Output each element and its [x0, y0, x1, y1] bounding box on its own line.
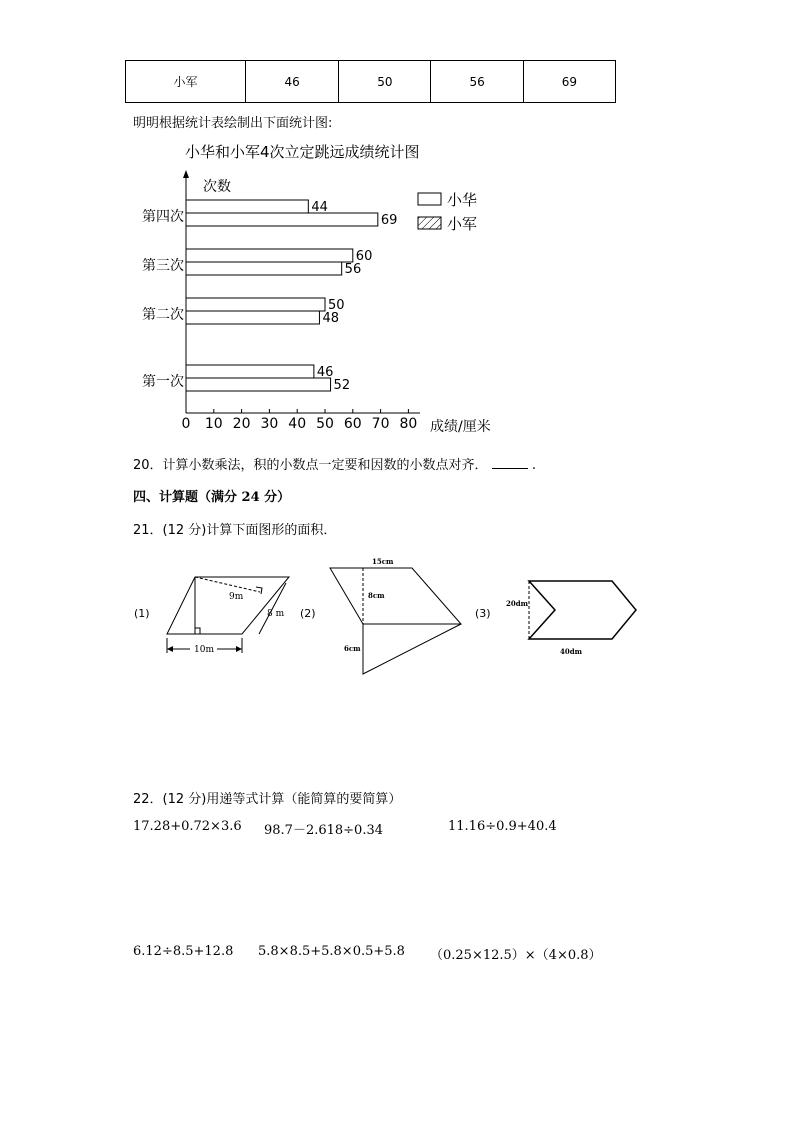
x-tick-label: 70 — [371, 416, 390, 432]
bar — [186, 311, 319, 324]
category-label: 第一次 — [142, 374, 184, 390]
y-axis-arrow — [183, 170, 189, 178]
data-label: 69 — [380, 213, 398, 228]
figure-parallelogram — [134, 577, 289, 655]
x-tick-label: 50 — [316, 416, 334, 432]
figure-arrow-shape — [475, 581, 636, 656]
x-tick-label: 30 — [260, 416, 279, 432]
section-heading: 四、计算题（满分 24 分） — [133, 490, 291, 505]
legend-label: 小华 — [447, 191, 478, 209]
data-label: 46 — [316, 365, 334, 380]
data-label: 48 — [322, 311, 339, 326]
bar — [186, 298, 325, 311]
figure-3-label: (3) — [475, 607, 491, 620]
x-tick-label: 60 — [343, 416, 362, 432]
height-label: 8cm — [368, 591, 385, 600]
question-21: 21．(12 分)计算下面图形的面积． — [133, 523, 337, 538]
data-label: 52 — [333, 378, 351, 393]
figure-2-label: (2) — [300, 607, 316, 620]
side-label: 8 m — [267, 609, 285, 619]
table-cell: 50 — [339, 61, 431, 103]
bar — [186, 249, 353, 262]
bar — [186, 378, 331, 391]
bar — [186, 213, 378, 226]
data-label: 60 — [355, 249, 373, 264]
right-angle-mark — [195, 628, 200, 634]
data-label: 50 — [328, 298, 345, 313]
data-label: 44 — [311, 200, 328, 215]
bar — [186, 262, 342, 275]
legend-swatch — [418, 193, 441, 205]
width-label: 40dm — [560, 647, 583, 656]
height-label: 9m — [229, 592, 244, 602]
base-label: 10m — [194, 645, 214, 655]
category-label: 第三次 — [142, 258, 184, 274]
arrow-head — [236, 646, 242, 652]
x-tick-label: 80 — [399, 416, 418, 432]
legend-label: 小军 — [447, 215, 478, 233]
triangle — [363, 624, 461, 674]
table-cell: 56 — [431, 61, 523, 103]
expression-6: （0.25×12.5）×（4×0.8） — [430, 948, 602, 963]
x-tick-label: 40 — [288, 416, 307, 432]
figures — [0, 550, 794, 680]
expression-3: 11.16÷0.9+40.4 — [448, 819, 557, 834]
bar — [186, 365, 314, 378]
intro-text: 明明根据统计表绘制出下面统计图: — [133, 116, 333, 131]
table-cell: 69 — [523, 61, 615, 103]
legend-swatch — [418, 217, 441, 229]
arrow-polygon — [529, 581, 636, 639]
bar — [186, 200, 308, 213]
question-20 — [133, 454, 536, 473]
category-label: 第二次 — [142, 307, 184, 323]
arrow-head — [167, 646, 173, 652]
expression-1: 17.28+0.72×3.6 — [133, 819, 242, 834]
x-tick-label: 0 — [181, 416, 191, 432]
table-cell: 46 — [245, 61, 338, 103]
period: . — [531, 458, 536, 473]
question-20-text: 20．计算小数乘法，积的小数点一定要和因数的小数点对齐． — [133, 458, 488, 473]
parallelogram — [167, 577, 289, 634]
top-label: 15cm — [372, 557, 394, 566]
answer-blank — [492, 458, 528, 469]
height-line-dashed — [195, 577, 260, 592]
expression-2: 98.7－2.618÷0.34 — [264, 823, 383, 838]
category-label: 第四次 — [142, 209, 184, 225]
lower-label: 6cm — [344, 644, 361, 653]
x-axis-label: 成绩/厘米 — [430, 419, 491, 435]
height-label: 20dm — [506, 599, 529, 608]
bar-chart — [0, 0, 794, 440]
right-angle-mark — [256, 587, 262, 594]
x-tick-label: 10 — [204, 416, 223, 432]
expression-4: 6.12÷8.5+12.8 — [133, 944, 234, 959]
figure-1-label: (1) — [134, 607, 150, 620]
question-22: 22．(12 分)用递等式计算（能简算的要简算） — [133, 792, 402, 807]
x-tick-label: 20 — [232, 416, 251, 432]
y-axis-label: 次数 — [203, 179, 231, 195]
figure-composite — [300, 557, 461, 674]
parallelogram — [330, 568, 461, 624]
data-label: 56 — [344, 262, 362, 277]
expression-5: 5.8×8.5+5.8×0.5+5.8 — [258, 944, 405, 959]
chart-title: 小华和小军4次立定跳远成绩统计图 — [185, 143, 420, 161]
table-cell-name: 小军 — [126, 61, 246, 103]
